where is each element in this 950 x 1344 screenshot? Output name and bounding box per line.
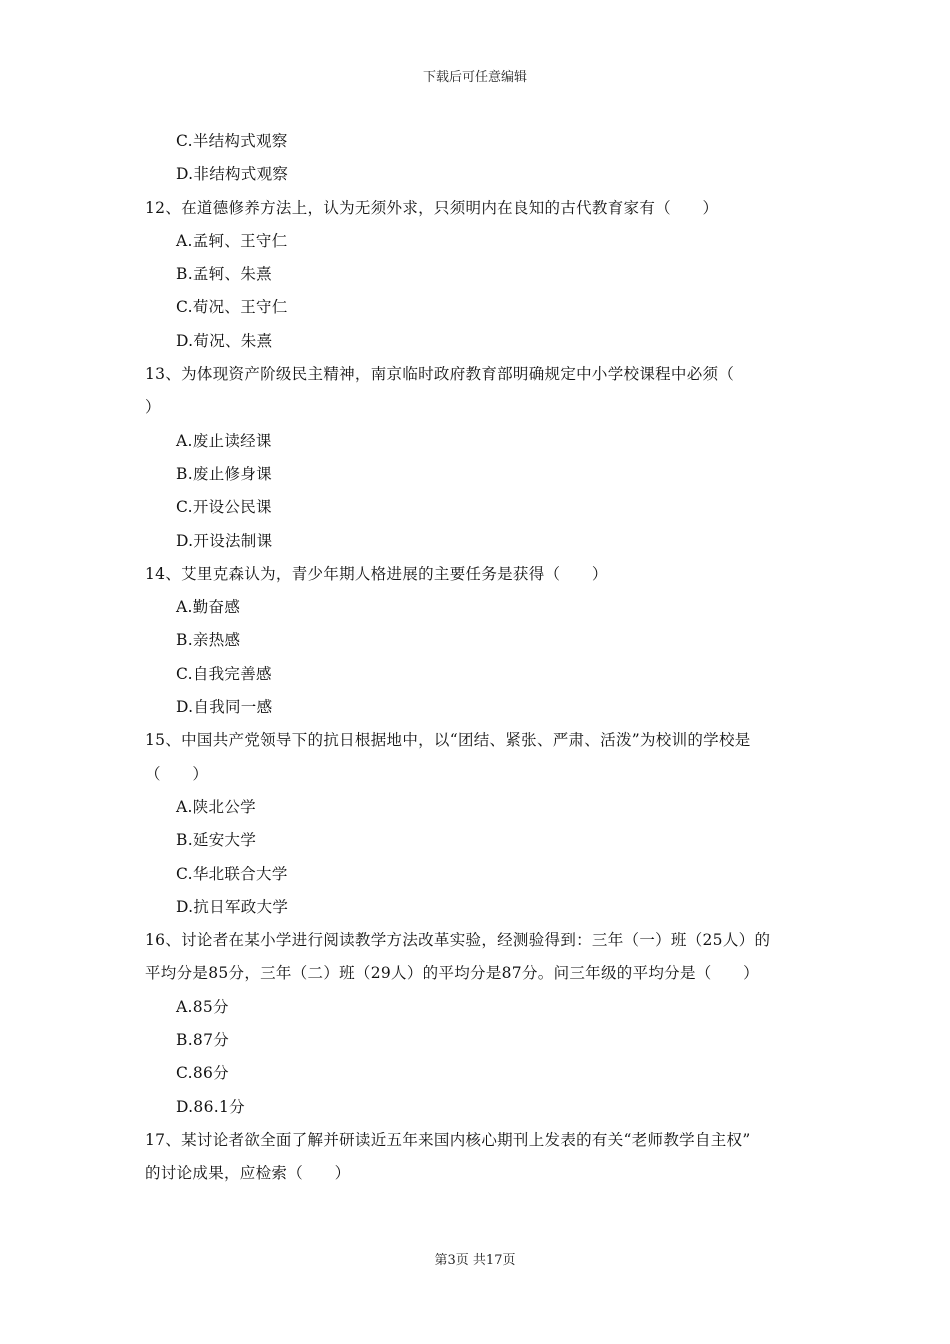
- option-line: C.荀况、王守仁: [176, 298, 288, 317]
- option-line: D.抗日军政大学: [176, 897, 289, 916]
- option-line: C.半结构式观察: [176, 132, 288, 150]
- option-line: D.荀况、朱熹: [176, 331, 273, 350]
- option-line: B.延安大学: [176, 831, 257, 850]
- question-line: 16、讨论者在某小学进行阅读教学方法改革实验，经测验得到：三年（一）班（25人）的: [145, 931, 771, 950]
- option-line: A.勤奋感: [176, 598, 241, 617]
- option-line: A.孟轲、王守仁: [176, 231, 288, 250]
- option-line: D.非结构式观察: [176, 165, 289, 184]
- option-line: D.86.1分: [176, 1097, 245, 1116]
- document-body: [145, 125, 815, 1191]
- option-line: C.86分: [176, 1064, 229, 1083]
- option-line: C.华北联合大学: [176, 864, 288, 883]
- question-line: 15、中国共产党领导下的抗日根据地中，以“团结、紧张、严肃、活泼”为校训的学校是: [145, 731, 751, 750]
- question-continuation: 平均分是85分，三年（二）班（29人）的平均分是87分。问三年级的平均分是（ ）: [145, 964, 759, 983]
- question-continuation: 的讨论成果，应检索（ ）: [145, 1164, 351, 1183]
- page-footer: 第3页 共17页: [434, 1253, 516, 1268]
- option-line: D.开设法制课: [176, 531, 273, 550]
- page-header: 下载后可任意编辑: [422, 70, 527, 85]
- question-line: 13、为体现资产阶级民主精神，南京临时政府教育部明确规定中小学校课程中必须（: [145, 365, 735, 384]
- option-line: A.85分: [176, 997, 229, 1016]
- option-line: A.陕北公学: [176, 797, 256, 816]
- option-line: C.自我完善感: [176, 664, 272, 683]
- option-line: B.87分: [176, 1031, 230, 1050]
- question-continuation: （ ）: [145, 764, 209, 783]
- option-line: A.废止读经课: [176, 431, 272, 450]
- option-line: B.废止修身课: [176, 464, 272, 483]
- question-continuation: ）: [145, 398, 161, 417]
- option-line: B.孟轲、朱熹: [176, 265, 272, 284]
- question-line: 14、艾里克森认为，青少年期人格进展的主要任务是获得（ ）: [145, 564, 608, 583]
- question-line: 17、某讨论者欲全面了解并研读近五年来国内核心期刊上发表的有关“老师教学自主权”: [145, 1130, 751, 1149]
- option-line: B.亲热感: [176, 631, 241, 650]
- option-line: C.开设公民课: [176, 498, 272, 517]
- option-line: D.自我同一感: [176, 698, 273, 717]
- question-line: 12、在道德修养方法上，认为无须外求，只须明内在良知的古代教育家有（ ）: [145, 198, 719, 217]
